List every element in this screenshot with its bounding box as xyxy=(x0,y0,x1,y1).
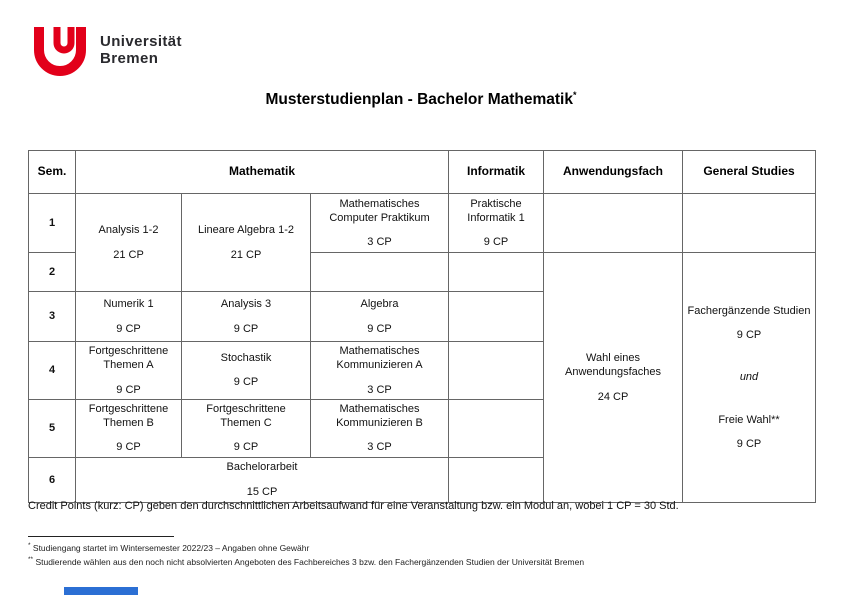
sem-4: 4 xyxy=(29,342,76,400)
cell-anwendungsfach xyxy=(544,253,683,503)
sem-2: 2 xyxy=(29,253,76,292)
empty-cell-math3-sem2 xyxy=(311,253,449,292)
empty-cell-general-studies-sem1 xyxy=(683,194,816,253)
general-studies-cp1: 9 CP xyxy=(736,328,762,341)
cell-lineare-algebra-1-2 xyxy=(182,194,311,292)
sem-1: 1 xyxy=(29,194,76,253)
cell-analysis-3 xyxy=(182,292,311,342)
course-cp: 3 CP xyxy=(367,236,392,249)
university-name xyxy=(100,33,182,67)
empty-cell-informatik-sem4 xyxy=(449,342,544,400)
course-title: Wahl eines Anwendungsfaches xyxy=(564,351,661,379)
course-title: Fortgeschrittene Themen A xyxy=(88,345,169,372)
course-title: Fortgeschrittene Themen B xyxy=(88,402,169,430)
course-title: Mathematisches Kommunizieren A xyxy=(336,345,423,372)
cell-analysis-1-2 xyxy=(76,194,182,292)
footnotes xyxy=(28,540,584,568)
footnote-2 xyxy=(28,554,584,568)
empty-cell-informatik-sem3 xyxy=(449,292,544,342)
course-cp: 3 CP xyxy=(367,383,392,396)
footnote-separator xyxy=(28,536,174,537)
cell-praktische-informatik-1 xyxy=(449,194,544,253)
course-cp: 9 CP xyxy=(233,376,259,389)
empty-cell-informatik-sem2 xyxy=(449,253,544,292)
cell-fortgeschrittene-themen-c xyxy=(182,399,311,457)
footnote-1-text: Studiengang startet im Wintersemester 2022/23 – Angaben ohne Gewähr xyxy=(32,542,310,553)
header-general-studies: General Studies xyxy=(683,151,816,194)
blue-accent-bar xyxy=(64,587,138,595)
header-informatik: Informatik xyxy=(449,151,544,194)
cell-fortgeschrittene-themen-a xyxy=(76,342,182,400)
footnote-1-marker: * xyxy=(28,542,31,549)
header-anwendungsfach: Anwendungsfach xyxy=(544,151,683,194)
course-cp: 3 CP xyxy=(367,441,392,454)
sem-3: 3 xyxy=(29,292,76,342)
header-sem: Sem. xyxy=(29,151,76,194)
course-title: Bachelorarbeit xyxy=(226,461,298,474)
sem-6: 6 xyxy=(29,457,76,502)
credit-points-note: Credit Points (kurz: CP) geben den durchschnittlichen Arbeitsaufwand für eine Veranstaltung bzw. ein Modul an, wobei 1 CP = 30 Std. xyxy=(28,500,679,512)
course-cp: 9 CP xyxy=(116,383,141,396)
course-cp: 9 CP xyxy=(483,236,509,249)
uni-bremen-u-icon xyxy=(33,27,88,77)
empty-cell-informatik-sem6 xyxy=(449,457,544,502)
course-title: Analysis 3 xyxy=(220,298,272,311)
sem-5: 5 xyxy=(29,399,76,457)
course-title: Mathematisches Kommunizieren B xyxy=(336,402,423,430)
course-cp: 9 CP xyxy=(233,441,259,454)
header-row xyxy=(29,151,816,194)
cell-numerik-1 xyxy=(76,292,182,342)
cell-general-studies xyxy=(683,253,816,503)
study-plan-table xyxy=(28,150,816,503)
course-title: Algebra xyxy=(360,298,399,311)
header-mathematik: Mathematik xyxy=(76,151,449,194)
course-cp: 9 CP xyxy=(116,322,141,335)
empty-cell-anwendungsfach-sem1 xyxy=(544,194,683,253)
course-title: Fortgeschrittene Themen C xyxy=(206,402,286,430)
course-cp: 9 CP xyxy=(367,322,392,335)
cell-mathematisches-kommunizieren-a xyxy=(311,342,449,400)
course-cp: 15 CP xyxy=(246,485,278,498)
course-title: Numerik 1 xyxy=(103,298,154,311)
course-cp: 24 CP xyxy=(597,390,629,403)
university-logo xyxy=(33,27,182,77)
general-studies-connector: und xyxy=(739,371,759,384)
course-title: Praktische Informatik 1 xyxy=(467,197,525,224)
course-title: Mathematisches Computer Praktikum xyxy=(329,197,430,224)
course-title: Analysis 1-2 xyxy=(98,224,159,237)
row-sem-1 xyxy=(29,194,816,253)
general-studies-line1: Fachergänzende Studien xyxy=(687,304,811,317)
title-footnote-marker: * xyxy=(572,90,577,100)
footnote-1 xyxy=(28,540,584,554)
course-title: Stochastik xyxy=(220,352,272,365)
cell-stochastik xyxy=(182,342,311,400)
cell-algebra xyxy=(311,292,449,342)
page-title xyxy=(0,90,842,109)
page-title-text: Musterstudienplan - Bachelor Mathematik xyxy=(265,91,573,109)
course-cp: 9 CP xyxy=(233,322,259,335)
course-cp: 21 CP xyxy=(113,248,144,261)
cell-mathematisches-computer-praktikum xyxy=(311,194,449,253)
course-cp: 21 CP xyxy=(230,248,262,261)
course-cp: 9 CP xyxy=(116,441,141,454)
empty-cell-informatik-sem5 xyxy=(449,399,544,457)
university-name-line2: Bremen xyxy=(100,50,159,67)
cell-fortgeschrittene-themen-b xyxy=(76,399,182,457)
university-name-line1: Universität xyxy=(100,33,182,50)
course-title: Lineare Algebra 1-2 xyxy=(197,224,294,237)
footnote-2-text: Studierende wählen aus den noch nicht absolvierten Angeboten des Fachbereiches 3 bzw. den Fachergänzenden Studien der Universität Bremen xyxy=(35,556,585,567)
cell-bachelorarbeit xyxy=(76,457,449,502)
cell-mathematisches-kommunizieren-b xyxy=(311,399,449,457)
footnote-2-marker: ** xyxy=(28,555,34,563)
general-studies-cp2: 9 CP xyxy=(736,437,762,450)
general-studies-line2: Freie Wahl** xyxy=(718,413,780,426)
